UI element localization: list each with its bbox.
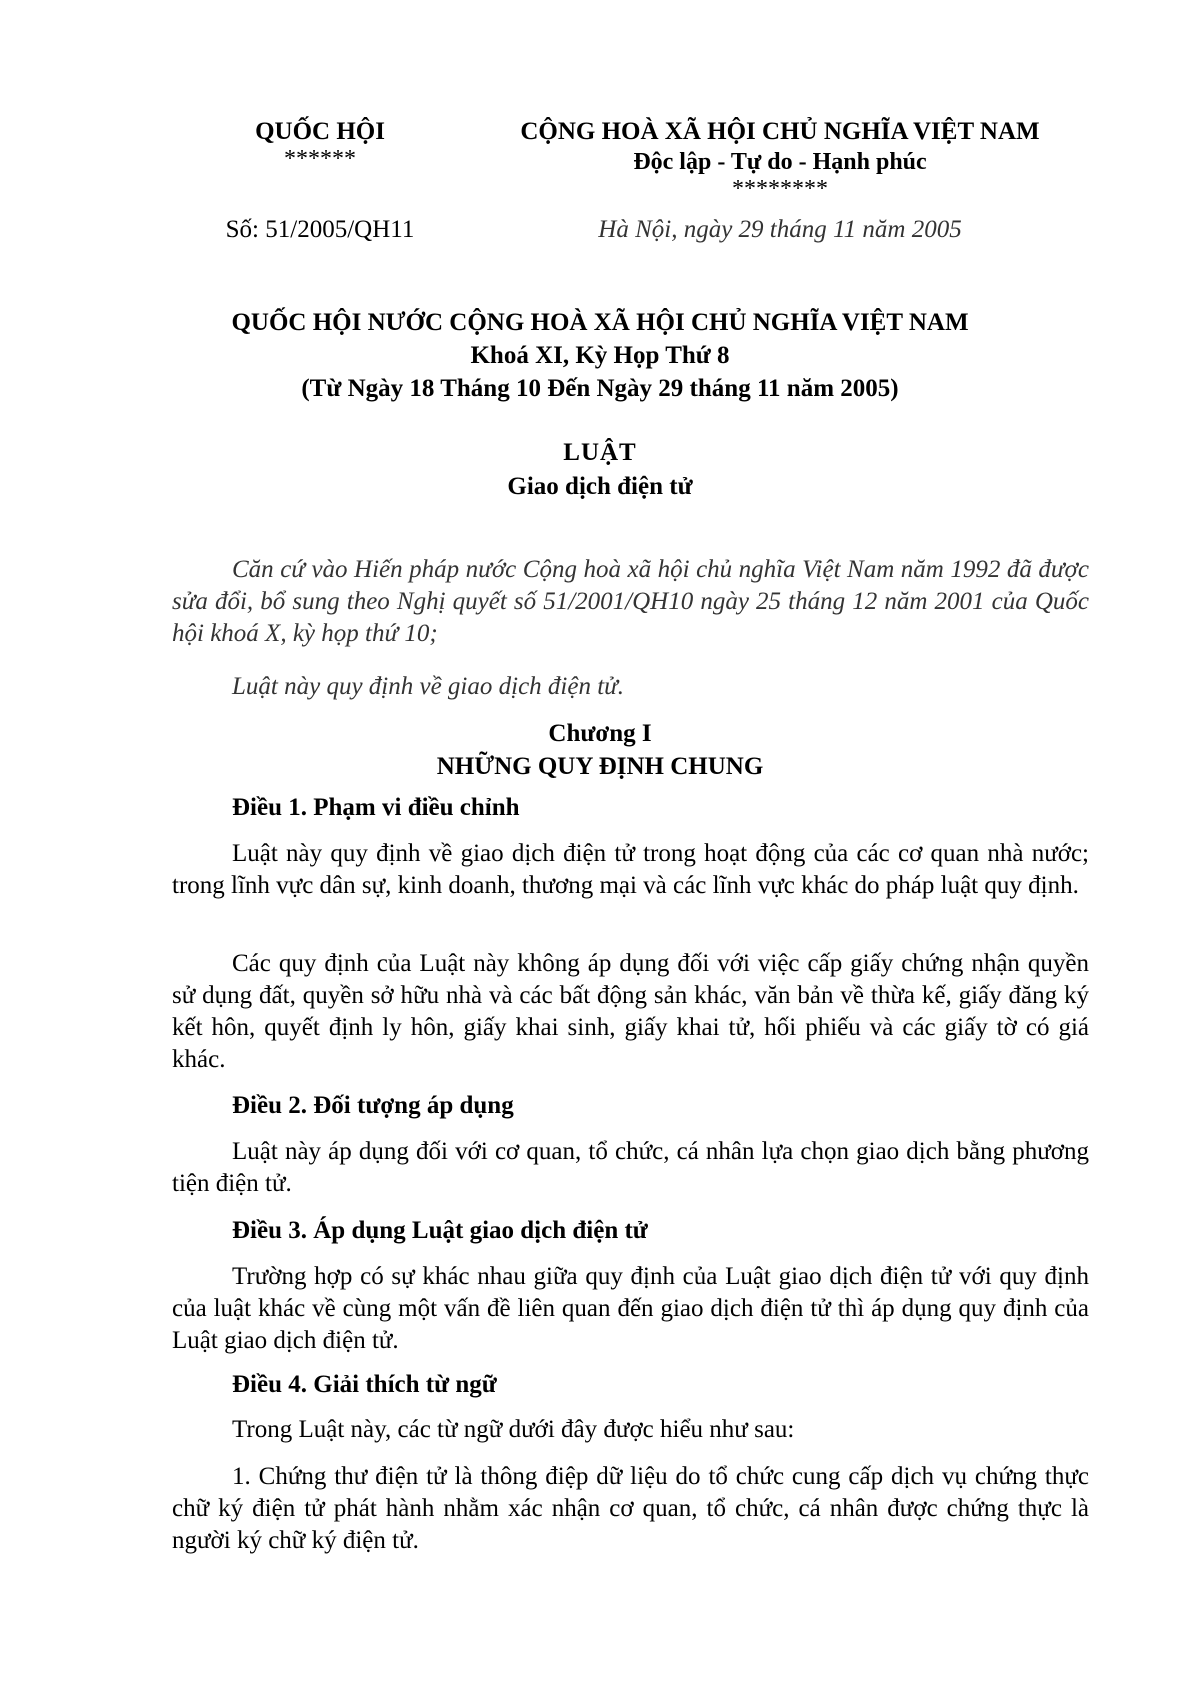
law-type: LUẬT bbox=[563, 439, 637, 466]
article-3-paragraph-1: Trường hợp có sự khác nhau giữa quy định của Luật giao dịch điện tử với quy định của luật khác về cùng một vấn đề liên quan đến giao dịch điện tử thì áp dụng quy định của Luật giao dịch điện tử. bbox=[172, 1263, 1089, 1354]
national-motto: Độc lập - Tự do - Hạnh phúc bbox=[633, 149, 927, 175]
article-4-intro: Trong Luật này, các từ ngữ dưới đây được hiểu như sau: bbox=[232, 1416, 795, 1443]
article-1-paragraph-1: Luật này quy định về giao dịch điện tử trong hoạt động của các cơ quan nhà nước; trong lĩnh vực dân sự, kinh doanh, thương mại và các lĩnh vực khác do pháp luật quy định. bbox=[172, 840, 1089, 899]
article-1-heading: Điều 1. Phạm vi điều chỉnh bbox=[232, 794, 520, 821]
article-4-heading: Điều 4. Giải thích từ ngữ bbox=[232, 1371, 497, 1398]
article-3-heading: Điều 3. Áp dụng Luật giao dịch điện tử bbox=[232, 1217, 648, 1244]
article-1-paragraph-2: Các quy định của Luật này không áp dụng đối với việc cấp giấy chứng nhận quyền sử dụng đất, quyền sở hữu nhà và các bất động sản khác, văn bản về thừa kế, giấy đăng ký kết hôn, quyết định ly hôn, giấy khai sinh, giấy khai tử, hối phiếu và các giấy tờ có giá khác. bbox=[172, 950, 1089, 1073]
preamble-scope: Luật này quy định về giao dịch điện tử. bbox=[232, 673, 625, 700]
assembly-session: Khoá XI, Kỳ Họp Thứ 8 bbox=[470, 342, 730, 369]
preamble-basis: Căn cứ vào Hiến pháp nước Cộng hoà xã hội chủ nghĩa Việt Nam năm 1992 đã được sửa đổi, bổ sung theo Nghị quyết số 51/2001/QH10 ngày 25 tháng 12 năm 2001 của Quốc hội khoá X, kỳ họp thứ 10; bbox=[172, 556, 1089, 647]
issuing-body-stars: ****** bbox=[284, 146, 356, 172]
assembly-dates: (Từ Ngày 18 Tháng 10 Đến Ngày 29 tháng 11 năm 2005) bbox=[301, 375, 899, 402]
chapter-title: NHỮNG QUY ĐỊNH CHUNG bbox=[436, 753, 764, 780]
article-2-paragraph-1: Luật này áp dụng đối với cơ quan, tổ chức, cá nhân lựa chọn giao dịch bằng phương tiện điện tử. bbox=[172, 1138, 1089, 1197]
place-date: Hà Nội, ngày 29 tháng 11 năm 2005 bbox=[598, 216, 962, 243]
law-name: Giao dịch điện tử bbox=[507, 473, 693, 500]
document-number: Số: 51/2005/QH11 bbox=[225, 216, 415, 243]
issuing-body: QUỐC HỘI bbox=[255, 118, 385, 145]
motto-stars: ******** bbox=[732, 176, 828, 202]
nation-name: CỘNG HOÀ XÃ HỘI CHỦ NGHĨA VIỆT NAM bbox=[520, 118, 1040, 145]
article-4-item-1: 1. Chứng thư điện tử là thông điệp dữ liệu do tổ chức cung cấp dịch vụ chứng thực chữ ký điện tử phát hành nhằm xác nhận cơ quan, tổ chức, cá nhân được chứng thực là người ký chữ ký điện tử. bbox=[172, 1463, 1089, 1554]
assembly-title: QUỐC HỘI NƯỚC CỘNG HOÀ XÃ HỘI CHỦ NGHĨA VIỆT NAM bbox=[231, 309, 969, 336]
chapter-number: Chương I bbox=[548, 720, 652, 747]
article-2-heading: Điều 2. Đối tượng áp dụng bbox=[232, 1092, 514, 1119]
